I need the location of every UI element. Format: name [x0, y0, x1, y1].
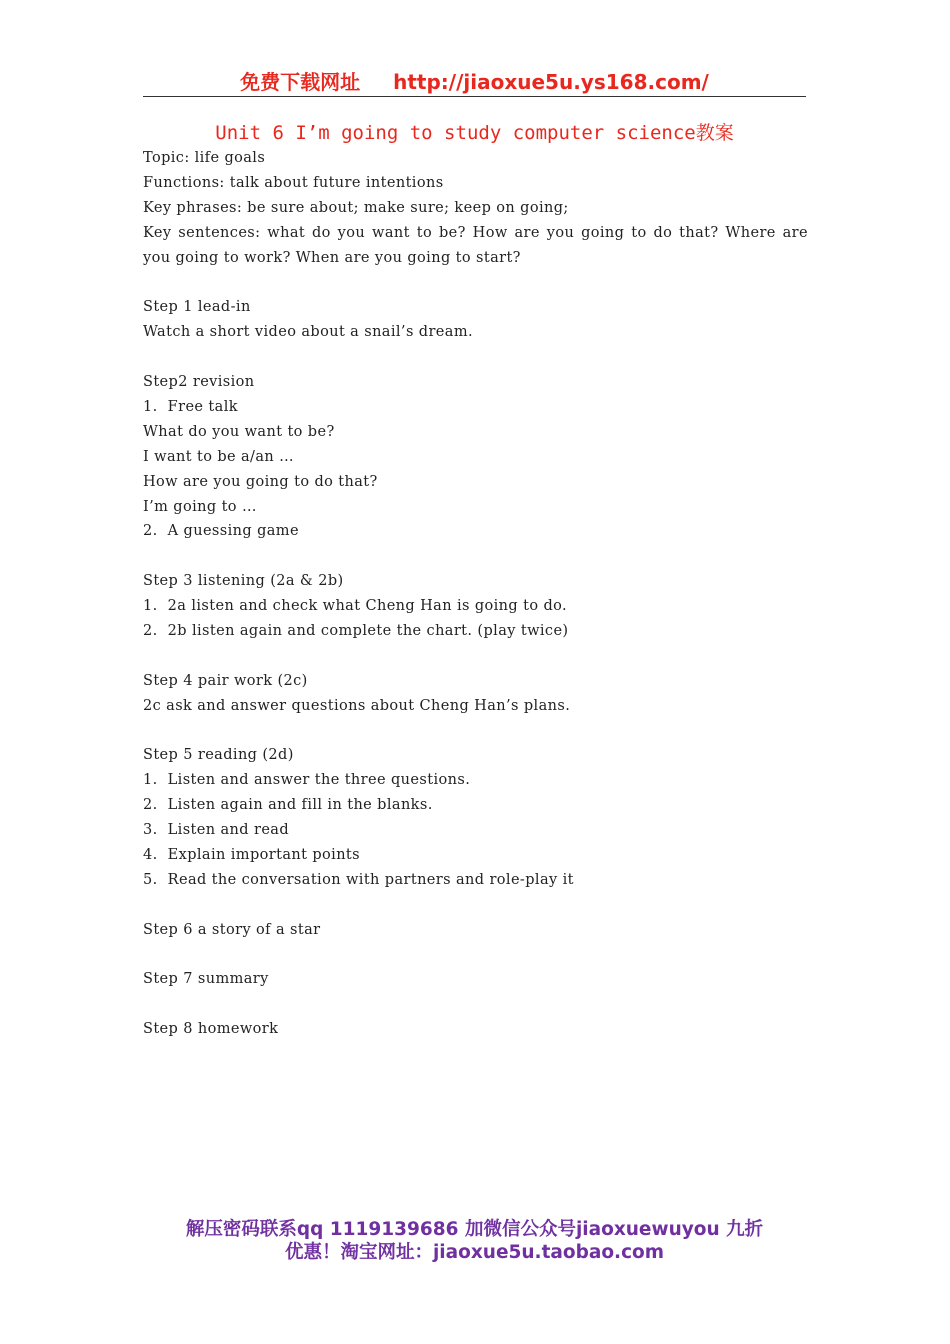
step5-line: 3. Listen and read: [143, 822, 290, 839]
topic-line: Topic: life goals: [143, 150, 266, 166]
spacer: [143, 345, 808, 370]
step2-line: I want to be a/an …: [143, 448, 295, 465]
step3-line: 1. 2a listen and check what Cheng Han is going to do.: [143, 598, 568, 615]
step4-line: 2c ask and answer questions about Cheng Han’s plans.: [143, 697, 571, 714]
step3-heading: Step 3 listening (2a & 2b): [143, 573, 344, 590]
step5-line: 4. Explain important points: [143, 846, 360, 863]
document-title: Unit 6 I’m going to study computer science教案: [215, 122, 734, 144]
spacer: [143, 270, 808, 295]
spacer: [143, 719, 808, 744]
step2-line: I’m going to …: [143, 498, 257, 515]
step6-heading: Step 6 a story of a star: [143, 921, 321, 938]
page-footer: [143, 1218, 806, 1264]
functions-line: Functions: talk about future intentions: [143, 174, 444, 191]
header-url-link[interactable]: http://jiaoxue5u.ys168.com/: [393, 70, 709, 94]
step2-line: What do you want to be?: [143, 423, 335, 440]
spacer: [143, 943, 808, 968]
key-phrases-line: Key phrases: be sure about; make sure; keep on going;: [143, 199, 569, 216]
step3-line: 2. 2b listen again and complete the chart. (play twice): [143, 622, 569, 639]
step2-line: 2. A guessing game: [143, 523, 299, 540]
step2-line: How are you going to do that?: [143, 473, 378, 490]
header-label: 免费下载网址: [240, 70, 361, 94]
step5-line: 2. Listen again and fill in the blanks.: [143, 797, 433, 814]
step2-line: 1. Free talk: [143, 398, 238, 415]
step4-heading: Step 4 pair work (2c): [143, 672, 308, 689]
step7-heading: Step 7 summary: [143, 971, 269, 988]
spacer: [143, 544, 808, 569]
footer-line-2: 优惠！淘宝网址：jiaoxue5u.taobao.com: [284, 1242, 665, 1263]
spacer: [143, 992, 808, 1017]
step1-line: Watch a short video about a snail’s dream.: [143, 324, 473, 341]
step5-line: 5. Read the conversation with partners and role-play it: [143, 871, 574, 888]
step8-heading: Step 8 homework: [143, 1021, 279, 1038]
page-header: [143, 66, 806, 97]
step1-heading: Step 1 lead-in: [143, 299, 251, 316]
step2-heading: Step2 revision: [143, 374, 255, 391]
footer-line-1: 解压密码联系qq 1119139686 加微信公众号jiaoxuewuyou 九折: [185, 1219, 764, 1240]
lesson-plan-body: [143, 146, 808, 1042]
step5-heading: Step 5 reading (2d): [143, 747, 294, 764]
spacer: [143, 893, 808, 918]
step5-line: 1. Listen and answer the three questions.: [143, 772, 471, 789]
spacer: [143, 644, 808, 669]
key-sentences-line: Key sentences: what do you want to be? How are you going to do that? Where are you going to work? When are you going to start?: [143, 224, 808, 266]
